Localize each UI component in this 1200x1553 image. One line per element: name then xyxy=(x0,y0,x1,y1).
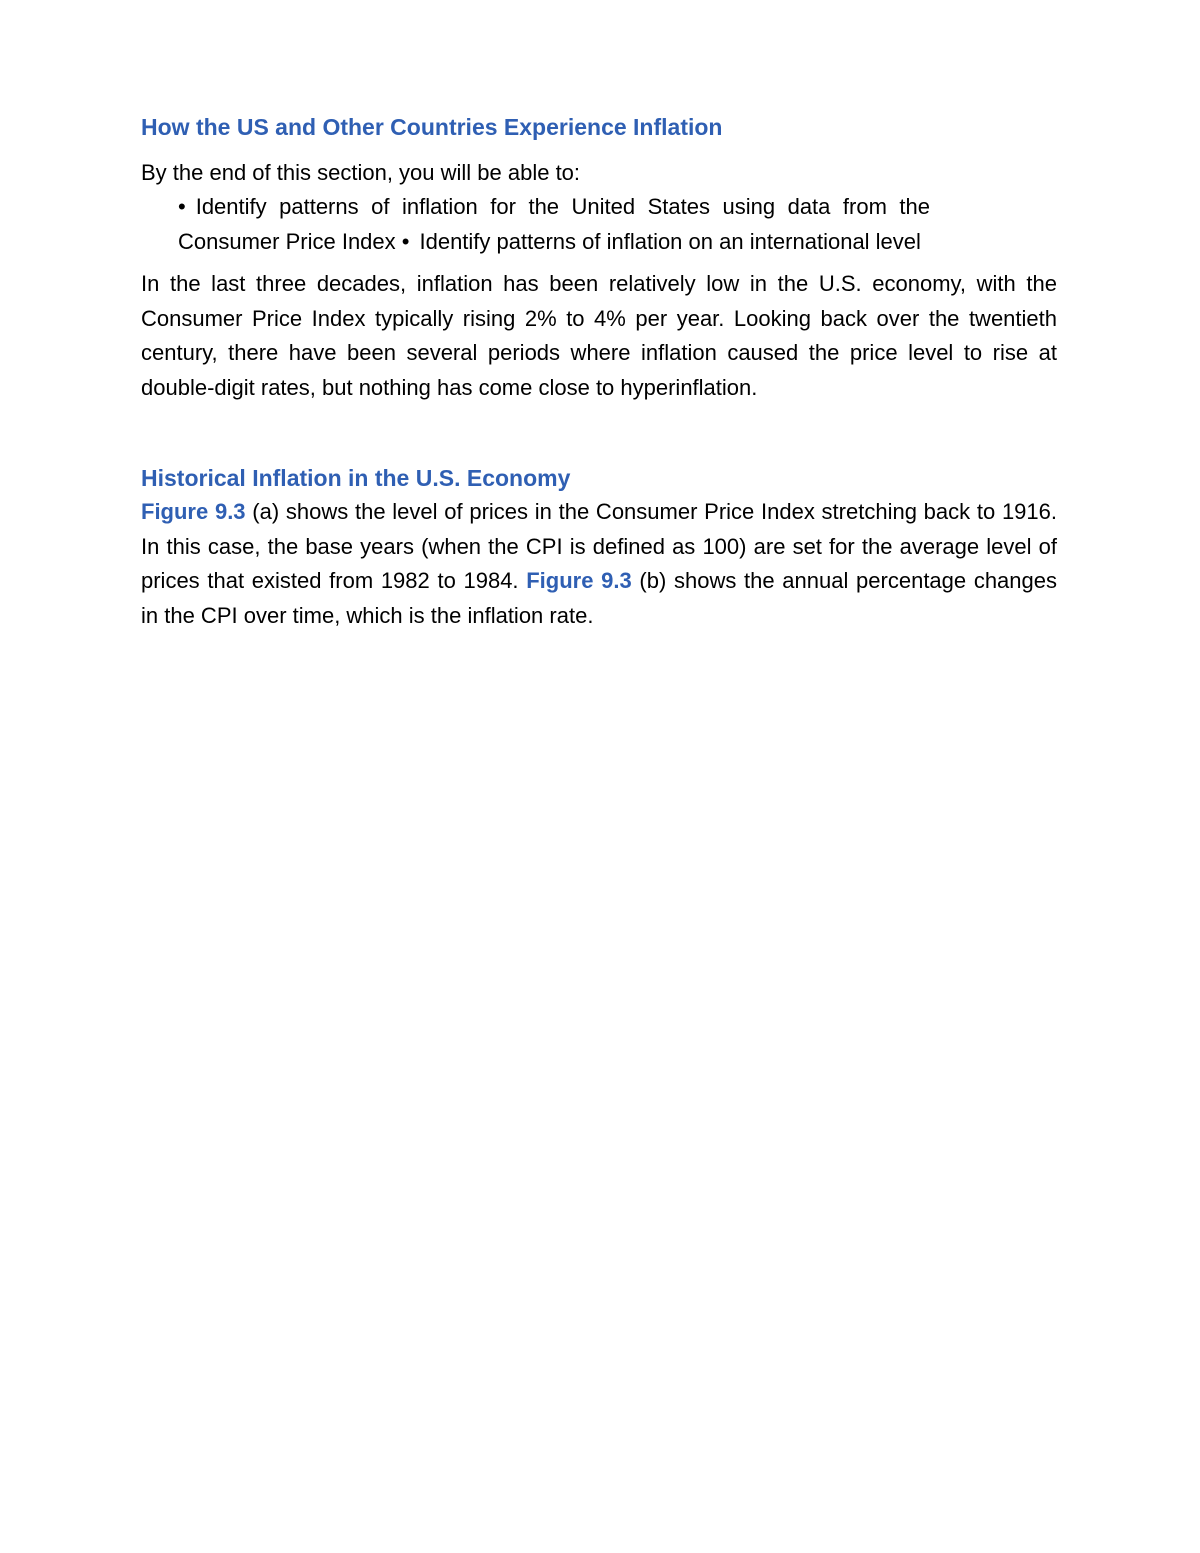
bullet-icon: • xyxy=(401,228,410,254)
bullet-icon: • xyxy=(178,194,186,219)
learning-objectives-intro: By the end of this section, you will be able to: xyxy=(141,160,581,185)
paragraph-text-1: (a) shows the level of prices in the Consumer Price Index stretching back to 1916. In this case, the base years (when the CPI is defined as 100) are set for the average level of prices that existed from 1982 to 1984. xyxy=(141,499,1057,593)
objective-item-1: Identify patterns of inflation for the United States using data from the Consumer Price Index xyxy=(178,194,930,254)
learning-objectives-list xyxy=(178,190,930,259)
section-spacer xyxy=(141,405,1057,461)
paragraph-text-2: (b) shows the annual percentage changes in the CPI over time, which is the inflation rate. xyxy=(141,568,1057,628)
historical-inflation-paragraph xyxy=(141,495,1057,633)
figure-link-1[interactable]: Figure 9.3 xyxy=(141,499,246,524)
section-title: How the US and Other Countries Experience Inflation xyxy=(141,114,723,140)
subsection-title: Historical Inflation in the U.S. Economy xyxy=(141,465,571,491)
figure-link-2[interactable]: Figure 9.3 xyxy=(526,568,632,593)
intro-paragraph: In the last three decades, inflation has been relatively low in the U.S. economy, with the Consumer Price Index typically rising 2% to 4% per year. Looking back over the twentieth century, there have been several periods where inflation caused the price level to rise at double-digit rates, but nothing has come close to hyperinflation. xyxy=(141,271,1057,400)
objective-item-2: Identify patterns of inflation on an international level xyxy=(419,228,921,254)
document-page xyxy=(141,110,1057,633)
